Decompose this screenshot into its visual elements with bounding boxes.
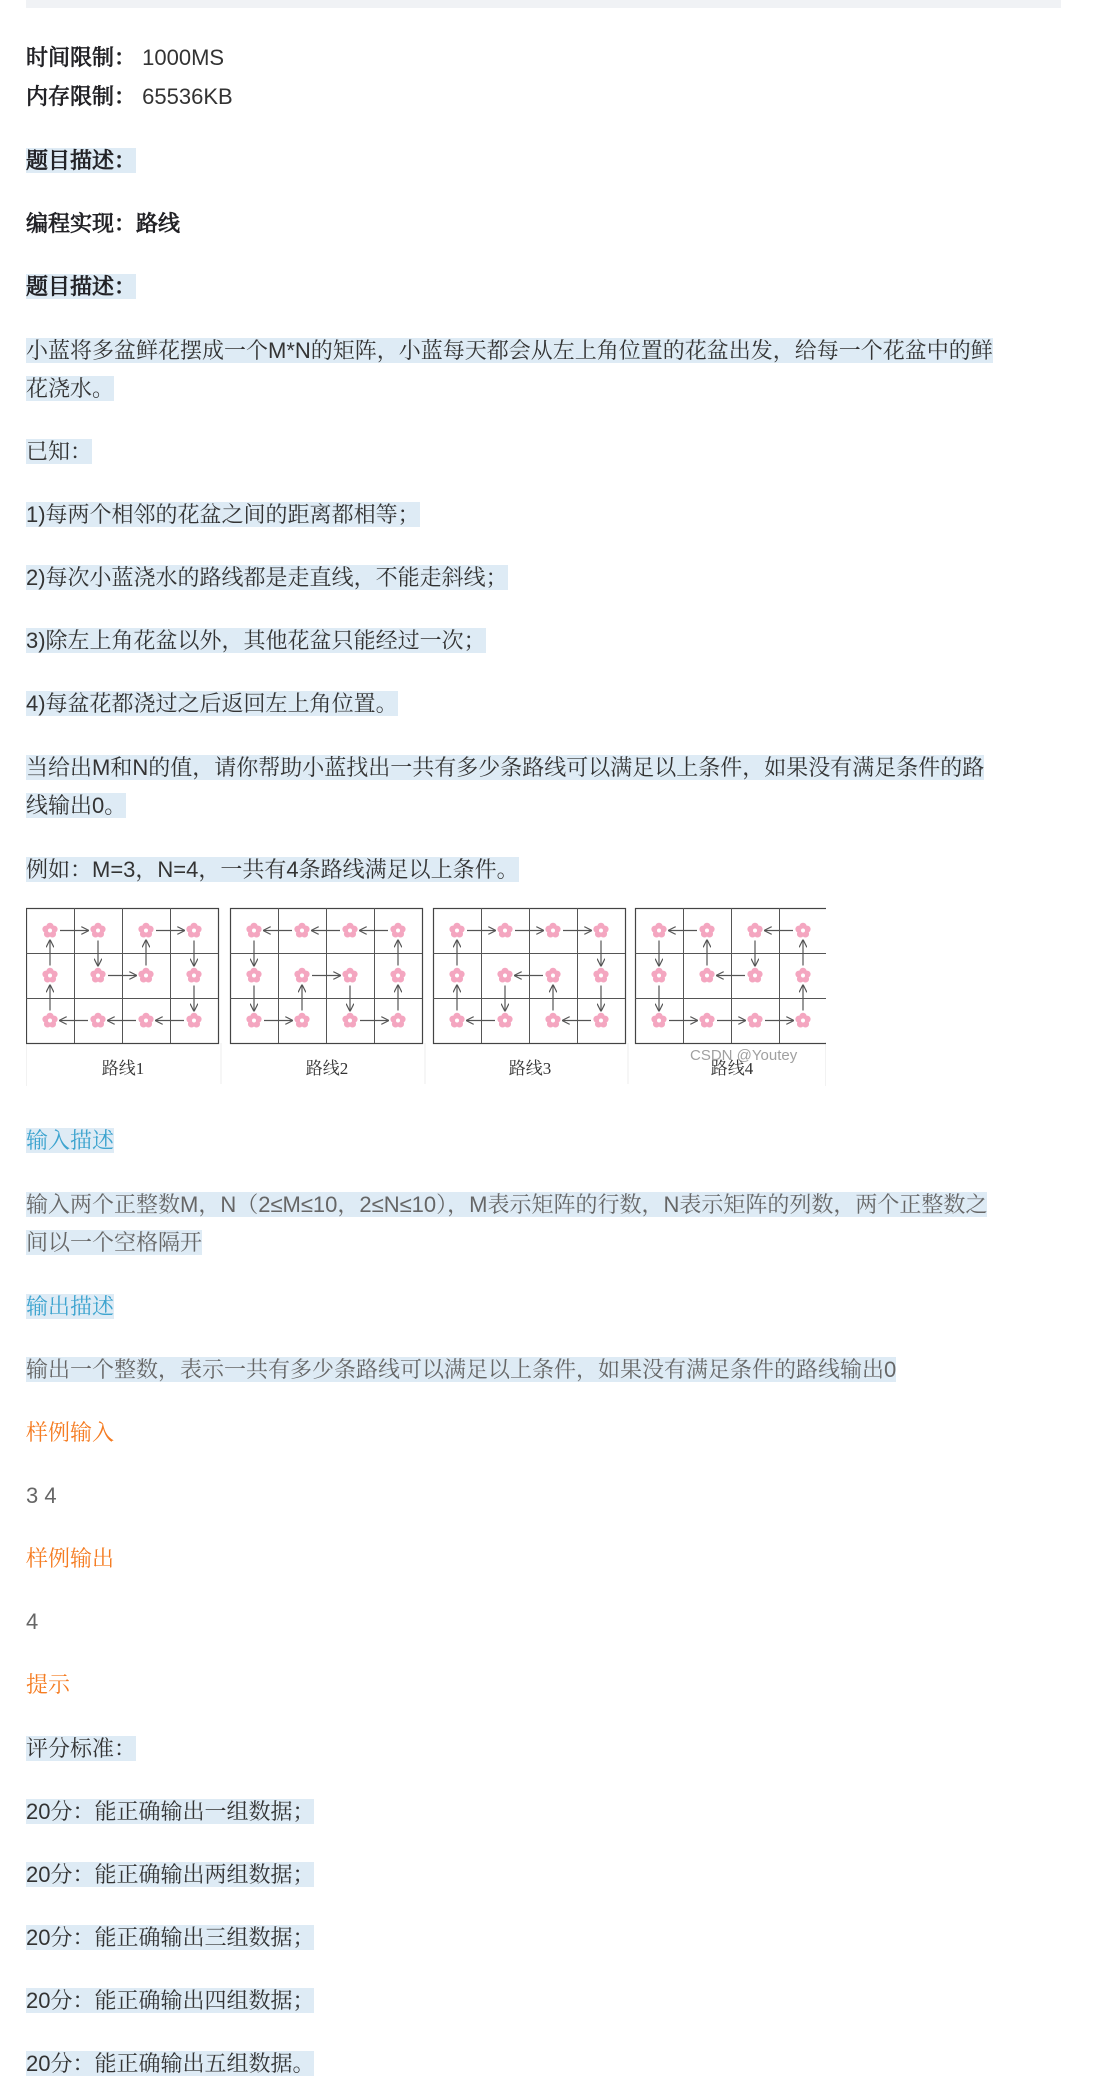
input-desc-line-1: 输入两个正整数M，N（2≤M≤10，2≤N≤10），M表示矩阵的行数，N表示矩阵的列数，两个正整数之 xyxy=(26,1192,988,1217)
rule-2: 2)每次小蓝浇水的路线都是走直线，不能走斜线； xyxy=(26,565,508,590)
route-caption-3: 路线3 xyxy=(508,1059,552,1078)
routes-figure xyxy=(26,906,826,1086)
example-line: 例如：M=3，N=4，一共有4条路线满足以上条件。 xyxy=(26,857,519,882)
input-desc-line-2: 间以一个空格隔开 xyxy=(26,1230,203,1255)
input-heading: 输入描述 xyxy=(26,1128,115,1153)
hint-heading: 提示 xyxy=(26,1672,71,1697)
known-label: 已知： xyxy=(26,439,93,464)
intro-line-1: 小蓝将多盆鲜花摆成一个M*N的矩阵，小蓝每天都会从左上角位置的花盆出发，给每一个花盆中的鲜 xyxy=(26,338,993,363)
routes-diagram xyxy=(26,906,826,1086)
time-limit-row xyxy=(26,40,224,76)
scoring-item-2: 20分：能正确输出两组数据； xyxy=(26,1862,315,1887)
sample-output-value: 4 xyxy=(26,1609,39,1634)
top-divider xyxy=(26,0,1061,8)
output-desc: 输出一个整数，表示一共有多少条路线可以满足以上条件，如果没有满足条件的路线输出0 xyxy=(26,1357,897,1382)
output-heading: 输出描述 xyxy=(26,1294,115,1319)
sample-input-value: 3 4 xyxy=(26,1483,57,1508)
question-line-1: 当给出M和N的值，请你帮助小蓝找出一共有多少条路线可以满足以上条件，如果没有满足条件的路 xyxy=(26,755,985,780)
rule-3: 3)除左上角花盆以外，其他花盆只能经过一次； xyxy=(26,628,486,653)
question-line-2: 线输出0。 xyxy=(26,793,127,818)
scoring-item-3: 20分：能正确输出三组数据； xyxy=(26,1925,315,1950)
scoring-item-1: 20分：能正确输出一组数据； xyxy=(26,1799,315,1824)
memory-limit-row xyxy=(26,79,233,115)
description-heading-2: 题目描述： xyxy=(26,274,137,299)
time-limit-label: 时间限制： xyxy=(26,45,137,70)
memory-limit-value: 65536KB xyxy=(142,84,233,109)
rule-1: 1)每两个相邻的花盆之间的距离都相等； xyxy=(26,502,420,527)
memory-limit-label: 内存限制： xyxy=(26,84,137,109)
csdn-watermark: CSDN @Youtey xyxy=(690,1047,798,1064)
sample-output-heading: 样例输出 xyxy=(26,1546,115,1571)
rule-4: 4)每盆花都浇过之后返回左上角位置。 xyxy=(26,691,398,716)
scoring-item-4: 20分：能正确输出四组数据； xyxy=(26,1988,315,2013)
problem-title: 编程实现：路线 xyxy=(26,211,181,236)
time-limit-value: 1000MS xyxy=(142,45,225,70)
route-caption-4: 路线4 xyxy=(710,1059,754,1078)
scoring-title: 评分标准： xyxy=(26,1736,137,1761)
intro-line-2: 花浇水。 xyxy=(26,376,115,401)
description-heading-1: 题目描述： xyxy=(26,148,137,173)
scoring-item-5: 20分：能正确输出五组数据。 xyxy=(26,2051,315,2076)
route-caption-1: 路线1 xyxy=(101,1059,145,1078)
sample-input-heading: 样例输入 xyxy=(26,1420,115,1445)
route-caption-2: 路线2 xyxy=(305,1059,349,1078)
